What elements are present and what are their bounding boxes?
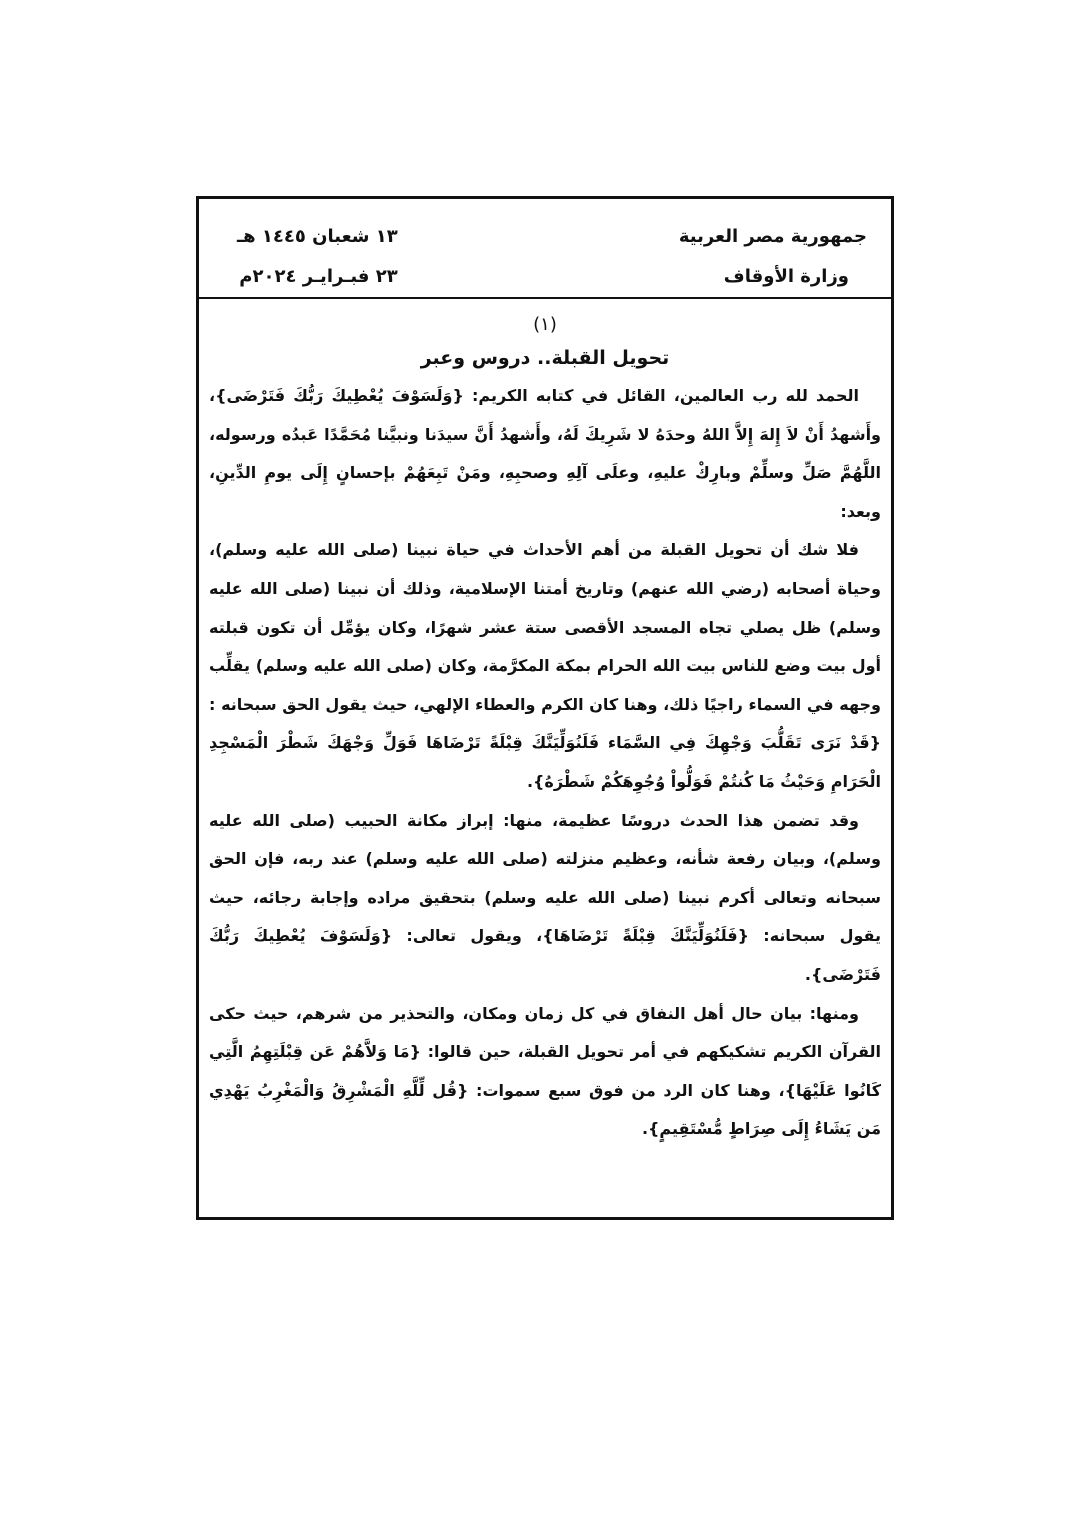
document-header [199, 199, 891, 299]
paragraph [209, 995, 881, 1149]
paragraph-text: الحمد لله رب العالمين، القائل في كتابه الكريم: {وَلَسَوْفَ يُعْطِيكَ رَبُّكَ فَتَرْضَى}، وأَشهدُ أَنْ لاَ إِلهَ إِلاَّ اللهُ وحدَهُ لا شَرِيكَ لَهُ، وأَشهدُ أَنَّ سيدَنا ونبيَّنا مُحَمَّدًا عَبدُه ورسوله، اللَّهُمَّ صَلِّ وسلِّمْ وبارِكْ عليهِ، وعلَى آلِهِ وصحبِهِ، ومَنْ تَبِعَهُمْ بإحسانٍ إِلَى يومِ الدِّينِ، وبعد: [209, 386, 881, 521]
paragraph-text: فلا شك أن تحويل القبلة من أهم الأحداث في حياة نبينا (صلى الله عليه وسلم)، وحياة أصحابه (رضي الله عنهم) وتاريخ أمتنا الإسلامية، وذلك أن نبينا (صلى الله عليه وسلم) ظل يصلي تجاه المسجد الأقصى ستة عشر شهرًا، وكان يؤمِّل أن تكون قبلته أول بيت وضع للناس بيت الله الحرام بمكة المكرَّمة، وكان (صلى الله عليه وسلم) يقلِّب وجهه في السماء راجيًا ذلك، وهنا كان الكرم والعطاء الإلهي، حيث يقول الحق سبحانه : {قَدْ نَرَى تَقَلُّبَ وَجْهِكَ فِي السَّمَاء فَلَنُوَلِّيَنَّكَ قِبْلَةً تَرْضَاهَا فَوَلِّ وَجْهَكَ شَطْرَ الْمَسْجِدِ الْحَرَامِ وَحَيْثُ مَا كُنتُمْ فَوَلُّواْ وُجُوِهَكُمْ شَطْرَهُ}. [209, 540, 881, 791]
section-number: (١) [533, 314, 557, 335]
sermon-title: تحويل القبلة.. دروس وعبر [420, 347, 670, 369]
paragraph-text: ومنها: بيان حال أهل النفاق في كل زمان ومكان، والتحذير من شرهم، حيث حكى القرآن الكريم تشكيكهم في أمر تحويل القبلة، حين قالوا: {مَا وَلاَّهُمْ عَن قِبْلَتِهِمُ الَّتِي كَانُوا عَلَيْهَا}، وهنا كان الرد من فوق سبع سموات: {قُل لِّلَّهِ الْمَشْرِقُ وَالْمَغْرِبُ يَهْدِي مَن يَشَاءُ إِلَى صِرَاطٍ مُّسْتَقِيمٍ}. [209, 1003, 881, 1139]
gregorian-date: ٢٣ فبـرايـر ٢٠٢٤م [239, 266, 398, 287]
paragraph [209, 377, 881, 531]
issuer-block [679, 217, 867, 297]
paragraph [209, 531, 881, 801]
hijri-date: ١٣ شعبان ١٤٤٥ هـ [237, 226, 398, 247]
country-name: جمهورية مصر العربية [678, 226, 867, 247]
paragraph-text: وقد تضمن هذا الحدث دروسًا عظيمة، منها: إبراز مكانة الحبيب (صلى الله عليه وسلم)، وبيان رفعة شأنه، وعظيم منزلته (صلى الله عليه وسلم) عند ربه، فإن الحق سبحانه وتعالى أكرم نبينا (صلى الله عليه وسلم) بتحقيق مراده وإجابة رجائه، حيث يقول سبحانه: {فَلَنُوَلِّيَنَّكَ قِبْلَةً تَرْضَاهَا}، ويقول تعالى: {وَلَسَوْفَ يُعْطِيكَ رَبُّكَ فَتَرْضَى}. [209, 810, 881, 984]
date-block [237, 217, 398, 297]
document-body [199, 299, 891, 1149]
document-page [196, 196, 894, 1220]
ministry-name: وزارة الأوقاف [723, 266, 849, 287]
paragraph [209, 802, 881, 995]
